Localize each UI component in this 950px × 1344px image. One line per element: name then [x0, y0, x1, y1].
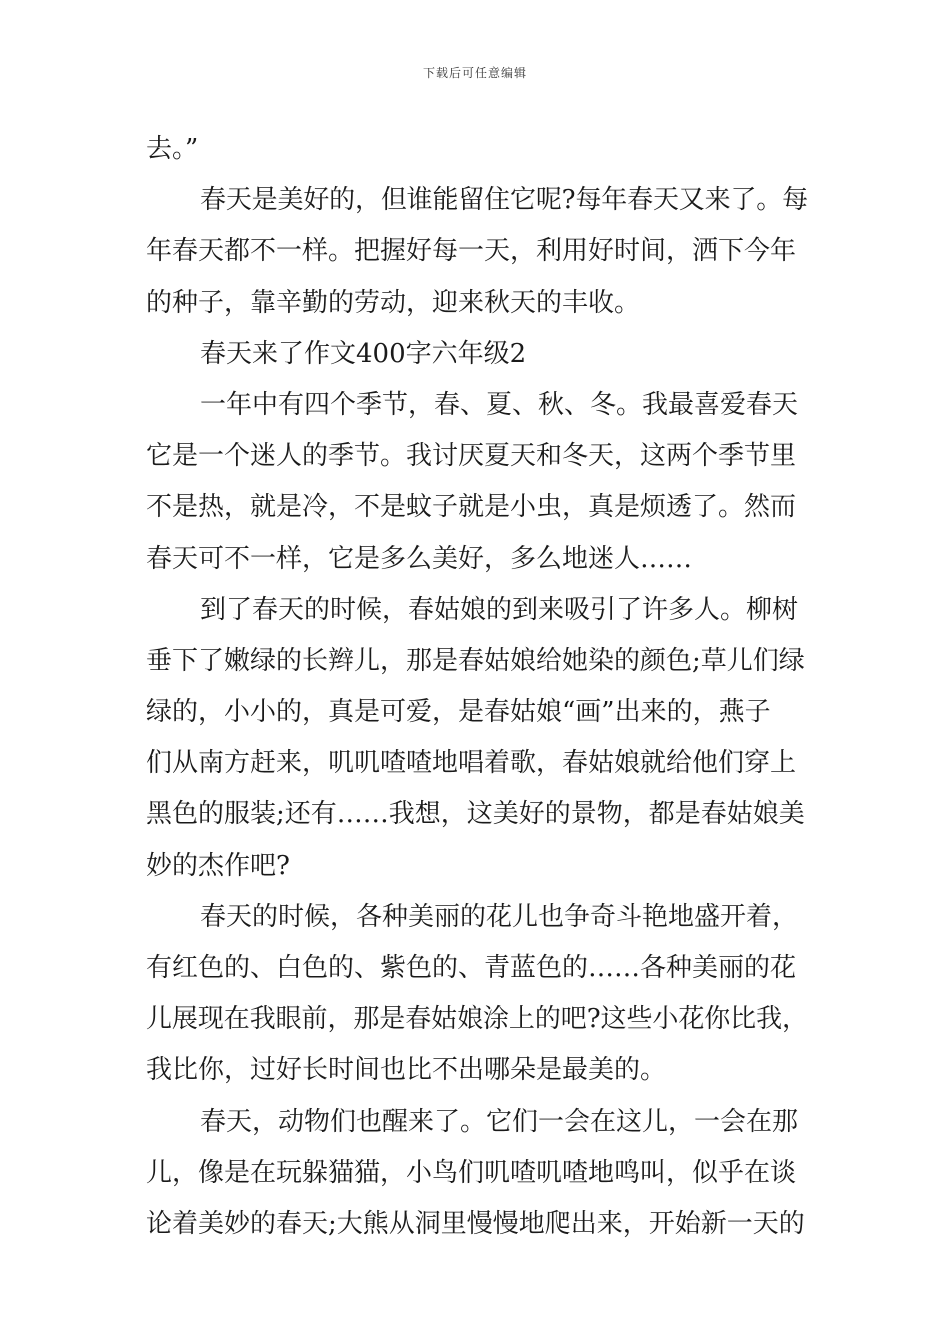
text-line: 春天，动物们也醒来了。它们一会在这儿，一会在那 — [200, 1106, 799, 1137]
text-line: 春天的时候，各种美丽的花儿也争奇斗艳地盛开着， — [200, 901, 799, 932]
text-line: 年春天都不一样。把握好每一天，利用好时间，洒下今年 — [146, 236, 797, 267]
text-line: 儿展现在我眼前，那是春姑娘涂上的吧?这些小花你比我， — [146, 1004, 808, 1035]
text-line: 春天来了作文400字六年级2 — [200, 338, 527, 369]
text-line: 春天是美好的，但谁能留住它呢?每年春天又来了。每 — [200, 185, 808, 216]
text-line: 绿的，小小的，真是可爱，是春姑娘“画”出来的，燕子 — [146, 697, 771, 728]
text-line: 妙的杰作吧? — [146, 850, 290, 881]
page-header: 下载后可任意编辑 — [422, 66, 527, 80]
document-body — [146, 124, 808, 1250]
text-line: 黑色的服装;还有……我想，这美好的景物，都是春姑娘美 — [146, 799, 805, 830]
text-line: 们从南方赶来，叽叽喳喳地唱着歌，春姑娘就给他们穿上 — [146, 748, 797, 779]
text-line: 有红色的、白色的、紫色的、青蓝色的……各种美丽的花 — [146, 953, 797, 983]
text-line: 的种子，靠辛勤的劳动，迎来秋天的丰收。 — [146, 287, 641, 318]
text-line: 它是一个迷人的季节。我讨厌夏天和冬天，这两个季节里 — [146, 441, 797, 472]
text-line: 春天可不一样，它是多么美好，多么地迷人…… — [146, 543, 693, 574]
text-line: 我比你，过好长时间也比不出哪朵是最美的。 — [146, 1055, 667, 1086]
text-line: 儿，像是在玩躲猫猫，小鸟们叽喳叽喳地鸣叫，似乎在谈 — [146, 1157, 797, 1188]
text-line: 垂下了嫩绿的长辫儿，那是春姑娘给她染的颜色;草儿们绿 — [146, 645, 805, 676]
text-line: 不是热，就是冷，不是蚊子就是小虫，真是烦透了。然而 — [146, 492, 797, 523]
text-line: 一年中有四个季节，春、夏、秋、冬。我最喜爱春天 — [200, 389, 799, 420]
text-line: 到了春天的时候，春姑娘的到来吸引了许多人。柳树 — [200, 594, 799, 625]
text-line: 论着美妙的春天;大熊从洞里慢慢地爬出来，开始新一天的 — [146, 1208, 805, 1239]
text-line: 去。” — [146, 134, 199, 164]
